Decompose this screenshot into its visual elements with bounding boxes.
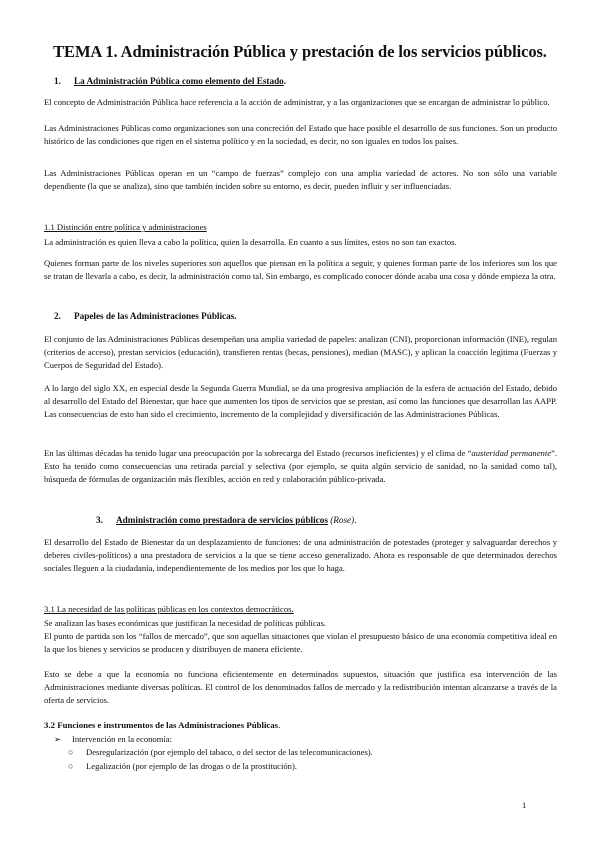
list-subitem: ○ Desregularización (por ejemplo del tabaco, o del sector de las telecomunicaciones). (68, 747, 373, 757)
list-subitem: ○ Legalización (por ejemplo de las drogas o de la prostitución). (68, 761, 297, 771)
paragraph: Esto se debe a que la economía no funciona eficientemente en determinados supuestos, situación que justifica esa intervención de las Administraciones mediante diversas políticas. El control de los denominados fallos de mercado y la redistribución intentan alcanzarse a través de la oferta de servicios. (44, 669, 557, 705)
paragraph: Se analizan las bases económicas que justifican la necesidad de políticas públicas. (44, 618, 327, 628)
section-3-heading: 3. Administración como prestadora de servicios públicos (Rose). (96, 515, 357, 525)
emphasis: austeridad permanente (471, 448, 552, 458)
page-title: TEMA 1. Administración Pública y prestación de los servicios públicos. (53, 42, 547, 61)
section-title: Papeles de las Administraciones Públicas (74, 311, 235, 321)
section-1-heading: 1. La Administración Pública como elemento del Estado. (54, 76, 287, 86)
paragraph: Las Administraciones Públicas como organizaciones son una concreción del Estado que hace posible el desarrollo de sus funciones. Son un producto histórico de las condiciones que rigen en el sistema político y en la sociedad, es decir, no son iguales en todos los países. (44, 123, 557, 146)
arrow-bullet-icon: ➢ (54, 734, 62, 744)
paragraph: El conjunto de las Administraciones Públicas desempeñan una amplia variedad de papeles: analizan (CNI), proporcionan información (INE), regulan (criterios de acceso), prestan servicios (educación), transfieren rentas (becas, pensiones), median (MASC), y aplican la coacción legítima (Fuerzas y Cuerpos de Seguridad del Estado). (44, 334, 557, 370)
paragraph: En las últimas décadas ha tenido lugar una preocupación por la sobrecarga del Estado (recursos ineficientes) y el clima de “austeridad permanente”. Esto ha tenido como consecuencias una retirada parcial y selectiva (por ejemplo, se quita algún servicio de sanidad, no la sanidad como tal), búsqueda de fórmulas de organización más flexibles, acción en red y colaboración público-privada. (44, 448, 557, 484)
section-number: 3. (96, 515, 103, 525)
section-title: La Administración Pública como elemento del Estado (74, 76, 284, 86)
section-number: 2. (54, 311, 61, 321)
subsection-heading: 1.1 Distinción entre política y administraciones (44, 222, 207, 232)
paragraph: A lo largo del siglo XX, en especial desde la Segunda Guerra Mundial, se da una progresiva ampliación de la esfera de actuación del Estado, debido al desarrollo del Estado del Bienestar, que hace que aumenten los tipos de servicios que se prestan, así como las funciones que desarrollan las AAPP. Las consecuencias de esto han sido el crecimiento, incremento de la complejidad y diversificación de las Administraciones Públicas. (44, 383, 557, 419)
paragraph: El punto de partida son los “fallos de mercado”, que son aquellas situaciones que violan el presupuesto básico de una economía competitiva ideal en la que los bienes y servicios se producen y distribuyen de manera eficiente. (44, 631, 557, 654)
paragraph: La administración es quien lleva a cabo la política, quien la desarrolla. En cuanto a sus límites, estos no son tan exactos. (44, 237, 457, 247)
circle-bullet-icon: ○ (68, 747, 74, 757)
section-number: 1. (54, 76, 61, 86)
author-reference: (Rose) (330, 515, 355, 525)
paragraph: Las Administraciones Públicas operan en un “campo de fuerzas” complejo con una amplia variedad de actores. No son sólo una variable dependiente (la que se analiza), sino que también inciden sobre su entorno, es decir, pueden influir y ser influenciadas. (44, 168, 557, 191)
subsection-heading: 3.1 La necesidad de las políticas públicas en los contextos democráticos. (44, 604, 294, 614)
page-number: 1 (522, 800, 527, 810)
section-title: Administración como prestadora de servicios públicos (116, 515, 328, 525)
paragraph: El concepto de Administración Pública hace referencia a la acción de administrar, y a las organizaciones que se encargan de administrar lo público. (44, 97, 550, 107)
list-item: ➢ Intervención en la economía: (54, 734, 172, 744)
circle-bullet-icon: ○ (68, 761, 74, 771)
paragraph: Quienes forman parte de los niveles superiores son aquellos que piensan en la política a seguir, y quienes forman parte de los inferiores son los que se tratan de llevarla a cabo, es decir, la administración como tal. Sin embargo, es complicado conocer dónde acaba una cosa y dónde empieza la otra. (44, 258, 557, 281)
section-2-heading: 2. Papeles de las Administraciones Públicas. (54, 311, 237, 321)
subsection-heading: 3.2 Funciones e instrumentos de las Administraciones Públicas. (44, 720, 281, 730)
paragraph: El desarrollo del Estado de Bienestar da un desplazamiento de funciones: de una administración de potestades (proteger y salvaguardar derechos y deberes civiles-políticos) a una prestadora de servicios a la que se tiene acceso generalizado. Ahora es responsable de que determinados derechos sociales lleguen a la ciudadanía, independientemente de los medios por los que lo haga. (44, 537, 557, 573)
